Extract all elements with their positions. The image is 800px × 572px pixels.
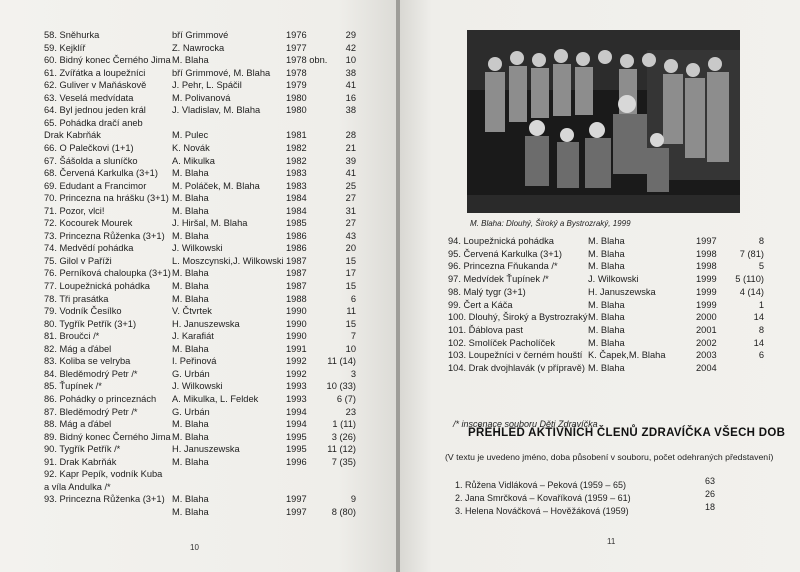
play-author: K. Čapek,M. Blaha: [588, 350, 666, 361]
play-count: 10 (33): [326, 381, 356, 392]
play-count: 11 (14): [327, 356, 356, 367]
play-title: 81. Broučci /*: [44, 331, 100, 342]
play-year: 1976: [286, 30, 307, 40]
play-title: 86. Pohádky o princeznách: [44, 393, 157, 404]
play-count: 38: [345, 105, 356, 116]
play-year: 1992: [286, 368, 307, 379]
play-count: 10: [345, 55, 356, 66]
play-title: 104. Drak dvojhlavák (v přípravě): [448, 363, 585, 373]
play-title: 82. Mág a ďábel: [44, 343, 112, 354]
play-count: 8: [758, 236, 764, 246]
play-author: V. Čtvrtek: [172, 306, 212, 317]
play-year: 1986: [286, 243, 307, 254]
play-title: 66. O Palečkovi (1+1): [44, 142, 134, 153]
play-title: 58. Sněhurka: [44, 30, 100, 40]
play-count: 43: [345, 230, 356, 241]
play-year: 1990: [286, 306, 307, 317]
play-author: bří Grimmové, M. Blaha: [172, 67, 271, 78]
play-year: 1997: [286, 506, 307, 517]
play-title: 64. Byl jednou jeden král: [44, 105, 146, 116]
play-title: 102. Smolíček Pacholíček: [448, 337, 555, 348]
play-year: 2004: [696, 363, 717, 373]
play-count: 15: [345, 255, 356, 266]
play-count: 42: [345, 42, 356, 53]
play-count: 20: [345, 243, 356, 254]
play-author: bří Grimmové: [172, 30, 229, 40]
play-count: 25: [345, 180, 356, 191]
play-count: 14: [753, 312, 764, 323]
play-count: 3 (26): [331, 431, 356, 442]
play-title: 59. Kejklíř: [44, 42, 86, 53]
play-title: 92. Kapr Pepík, vodník Kuba: [44, 469, 163, 480]
play-title: 80. Tygřík Petřík (3+1): [44, 318, 137, 329]
play-title: 76. Perníková chaloupka (3+1): [44, 268, 171, 279]
play-author: M. Blaha: [172, 230, 209, 241]
play-year: 1977: [286, 42, 307, 53]
play-count: 7 (81): [739, 248, 764, 259]
section-subtext: (V textu je uvedeno jméno, doba působení v souboru, počet odehraných představení): [445, 452, 774, 462]
play-year: 2000: [696, 312, 717, 323]
member-name: 1. Růžena Vidláková – Peková (1959 – 65): [455, 480, 626, 490]
play-year: 1996: [286, 456, 307, 467]
play-title: 93. Princezna Růženka (3+1): [44, 494, 165, 505]
play-count: 23: [345, 406, 356, 417]
play-author: M. Blaha: [588, 324, 625, 335]
play-count: 16: [345, 92, 356, 103]
member-count: 63: [705, 476, 716, 486]
play-count: 39: [345, 155, 356, 166]
play-count: 6: [758, 350, 764, 361]
play-year: 1980: [286, 105, 307, 116]
play-author: M. Blaha: [588, 299, 625, 310]
play-title: 79. Vodník Česílko: [44, 306, 122, 317]
play-author: J. Pehr, L. Spáčil: [172, 80, 242, 91]
play-author: H. Januszewska: [172, 444, 240, 455]
play-count: 10: [345, 343, 356, 354]
play-count: 4 (14): [739, 286, 764, 297]
play-author: J. Vladislav, M. Blaha: [172, 105, 261, 116]
play-year: 1987: [286, 281, 307, 291]
right-page-number: 11: [607, 537, 616, 546]
play-count: 1 (11): [332, 419, 356, 430]
play-year: 1987: [286, 268, 307, 279]
play-year: 1997: [696, 236, 717, 246]
play-year: 1982: [286, 155, 307, 166]
play-year: 1991: [286, 343, 307, 354]
play-year: 1994: [286, 419, 307, 430]
play-author: M. Blaha: [588, 248, 625, 259]
play-year: 1978: [286, 67, 307, 78]
play-author: I. Peřinová: [172, 356, 217, 367]
play-author: K. Novák: [172, 142, 210, 153]
play-count: 27: [345, 218, 356, 229]
play-title: 96. Princezna Fňukanda /*: [448, 261, 558, 272]
play-count: 27: [345, 193, 356, 204]
play-count: 9: [350, 494, 356, 505]
play-title: 87. Bleděmodrý Petr /*: [44, 406, 138, 417]
play-count: 15: [345, 281, 356, 291]
left-page: [0, 0, 398, 572]
play-author: J. Wilkowski: [588, 274, 639, 285]
play-year: 1998: [696, 248, 717, 259]
play-author: M. Blaha: [588, 236, 625, 246]
play-year: 1995: [286, 431, 307, 442]
play-year: 2002: [696, 337, 717, 348]
footnote: /* inscenace souboru Děti Zdravíčka: [453, 419, 598, 429]
play-title: 85. Ťupínek /*: [44, 381, 102, 392]
play-count: 31: [345, 205, 356, 216]
member-name: 3. Helena Nováčková – Hověžáková (1959): [455, 506, 629, 516]
play-title: 72. Kocourek Mourek: [44, 218, 133, 229]
play-title: 61. Zvířátka a loupežníci: [44, 67, 146, 78]
play-count: 29: [345, 30, 356, 40]
play-count: 6 (7): [336, 393, 356, 404]
play-author: J. Wilkowski: [172, 243, 223, 254]
play-year: 1979: [286, 80, 307, 91]
play-author: M. Poláček, M. Blaha: [172, 180, 260, 191]
play-author: M. Blaha: [172, 168, 209, 179]
play-author: M. Blaha: [172, 506, 209, 517]
play-title: 70. Princezna na hrášku (3+1): [44, 193, 169, 204]
play-author: M. Blaha: [172, 193, 209, 204]
play-author: M. Blaha: [172, 419, 209, 430]
play-count: 5: [758, 261, 764, 272]
play-year: 1978 obn.: [286, 55, 328, 66]
play-year: 1993: [286, 381, 307, 392]
play-year: 1986: [286, 230, 307, 241]
play-count: 3: [350, 368, 356, 379]
play-author: H. Januszewska: [172, 318, 240, 329]
play-year: 1988: [286, 293, 307, 304]
play-author: M. Pulec: [172, 130, 209, 141]
play-title: 74. Medvědí pohádka: [44, 243, 134, 254]
play-count: 41: [345, 80, 356, 91]
play-title: 101. Ďáblova past: [448, 324, 523, 335]
play-count: 7 (35): [331, 456, 356, 467]
play-title: 67. Šášolda a sluníčko: [44, 155, 138, 166]
play-author: M. Blaha: [172, 293, 209, 304]
play-author: J. Hiršal, M. Blaha: [172, 218, 248, 229]
play-author: M. Polivanová: [172, 92, 231, 103]
play-year: 1990: [286, 331, 307, 342]
play-author: M. Blaha: [588, 363, 625, 373]
play-author: M. Blaha: [172, 281, 209, 291]
play-year: 1982: [286, 142, 307, 153]
play-year: 1990: [286, 318, 307, 329]
member-count: 26: [705, 489, 716, 499]
play-year: 2003: [696, 350, 717, 361]
play-author: M. Blaha: [172, 456, 209, 467]
play-author: M. Blaha: [588, 312, 625, 323]
play-author: M. Blaha: [172, 268, 209, 279]
play-year: 1997: [286, 494, 307, 505]
play-title: 68. Červená Karkulka (3+1): [44, 168, 158, 179]
play-author: A. Mikulka, L. Feldek: [172, 393, 259, 404]
play-title: 62. Guliver v Maňáskově: [44, 80, 147, 91]
play-year: 1983: [286, 168, 307, 179]
play-count: 38: [345, 67, 356, 78]
play-title: 99. Čert a Káča: [448, 299, 513, 310]
play-count: 5 (110): [735, 274, 764, 285]
play-title: a víla Andulka /*: [44, 481, 111, 492]
play-year: 1983: [286, 180, 307, 191]
play-author: M. Blaha: [172, 431, 209, 442]
play-author: J. Wilkowski: [172, 381, 223, 392]
play-author: M. Blaha: [588, 261, 625, 272]
play-title: 91. Drak Kabrňák: [44, 456, 117, 467]
play-title: 88. Mág a ďábel: [44, 419, 112, 430]
play-count: 14: [753, 337, 764, 348]
play-title: 94. Loupežnická pohádka: [448, 236, 554, 246]
play-count: 17: [345, 268, 356, 279]
play-title: 78. Tři prasátka: [44, 293, 109, 304]
play-year: 1984: [286, 193, 307, 204]
play-count: 11 (12): [327, 444, 356, 455]
play-title: 84. Bleděmodrý Petr /*: [44, 368, 138, 379]
play-author: M. Blaha: [172, 494, 209, 505]
play-count: 21: [345, 142, 356, 153]
play-count: 1: [758, 299, 764, 310]
play-title: 63. Veselá medvídata: [44, 92, 134, 103]
play-year: 1987: [286, 255, 307, 266]
play-count: 8: [758, 324, 764, 335]
play-title: 90. Tygřík Petřík /*: [44, 444, 121, 455]
play-count: 6: [350, 293, 356, 304]
play-author: J. Karafiát: [172, 331, 214, 342]
play-count: 28: [345, 130, 356, 141]
play-author: L. Moszcynski,J. Wilkowski: [172, 255, 284, 266]
play-title: 65. Pohádka dračí aneb: [44, 117, 143, 128]
play-title: 98. Malý tygr (3+1): [448, 286, 526, 297]
play-author: A. Mikulka: [172, 155, 215, 166]
play-title: Drak Kabrňák: [44, 130, 101, 141]
play-year: 1999: [696, 274, 717, 285]
play-year: 1992: [286, 356, 307, 367]
play-count: 8 (80): [331, 506, 356, 517]
play-author: M. Blaha: [172, 55, 209, 66]
play-year: 1985: [286, 218, 307, 229]
play-title: 95. Červená Karkulka (3+1): [448, 248, 562, 259]
play-author: G. Urbán: [172, 368, 210, 379]
play-title: 73. Princezna Růženka (3+1): [44, 230, 165, 241]
play-year: 1998: [696, 261, 717, 272]
play-year: 1994: [286, 406, 307, 417]
play-year: 1999: [696, 299, 717, 310]
play-year: 1993: [286, 393, 307, 404]
play-year: 1984: [286, 205, 307, 216]
play-author: G. Urbán: [172, 406, 210, 417]
photo-caption: M. Blaha: Dlouhý, Široký a Bystrozraký, 1999: [470, 219, 631, 228]
play-title: 69. Edudant a Francimor: [44, 180, 147, 191]
play-year: 1999: [696, 286, 717, 297]
play-count: 11: [346, 306, 356, 317]
play-count: 41: [345, 168, 356, 179]
play-count: 7: [350, 331, 356, 342]
play-title: 71. Pozor, vlci!: [44, 205, 105, 216]
play-author: H. Januszewska: [588, 286, 656, 297]
play-year: 1981: [286, 130, 307, 141]
play-title: 77. Loupežnická pohádka: [44, 281, 150, 291]
play-author: M. Blaha: [172, 205, 209, 216]
ensemble-photo: [467, 30, 740, 213]
play-title: 89. Bidný konec Černého Jima: [44, 431, 171, 442]
play-year: 2001: [696, 324, 717, 335]
play-year: 1995: [286, 444, 307, 455]
play-title: 100. Dlouhý, Široký a Bystrozraký: [448, 312, 588, 323]
play-year: 1980: [286, 92, 307, 103]
play-title: 60. Bidný konec Černého Jima: [44, 55, 171, 66]
play-count: 15: [345, 318, 356, 329]
member-count: 18: [705, 502, 716, 512]
play-title: 75. Gilol v Paříži: [44, 255, 112, 266]
play-title: 97. Medvídek Ťupínek /*: [448, 274, 549, 285]
left-page-number: 10: [190, 543, 199, 552]
play-title: 103. Loupežníci v černém houští: [448, 350, 583, 361]
section-heading: PŘEHLED AKTIVNÍCH ČLENŮ ZDRAVÍČKA VŠECH DOB: [468, 427, 786, 439]
play-author: M. Blaha: [172, 343, 209, 354]
member-name: 2. Jana Smrčková – Kovaříková (1959 – 61): [455, 493, 631, 503]
play-author: Z. Nawrocka: [172, 42, 225, 53]
play-author: M. Blaha: [588, 337, 625, 348]
play-title: 83. Koliba se velryba: [44, 356, 131, 367]
